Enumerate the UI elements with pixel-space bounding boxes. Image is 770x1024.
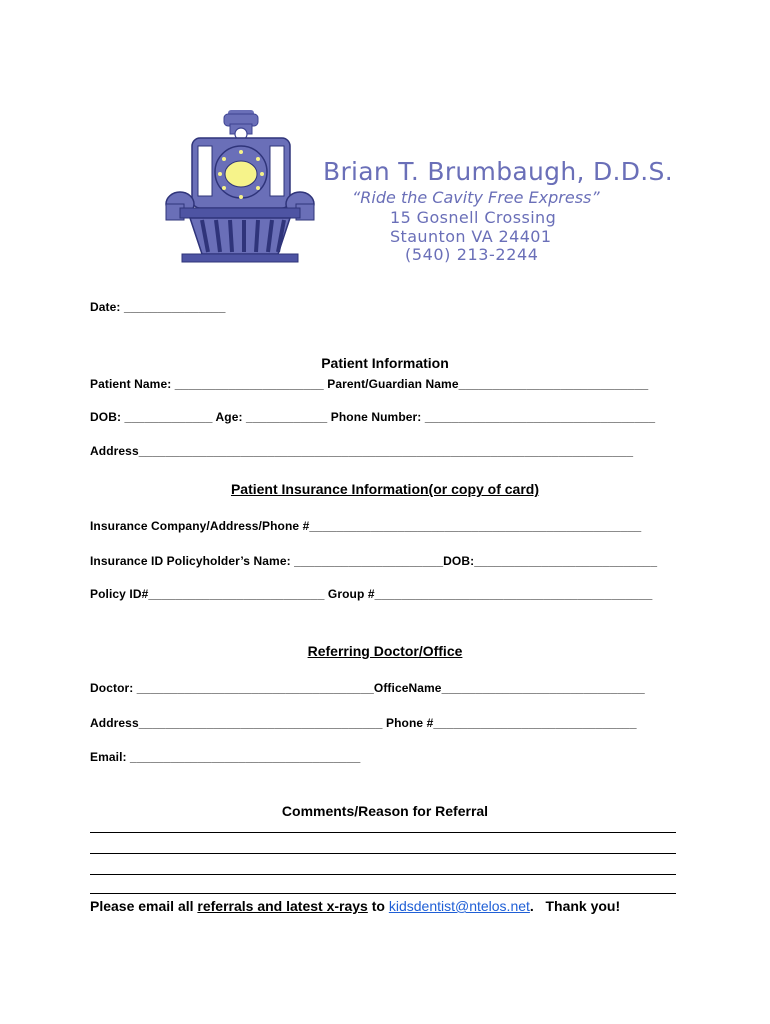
email-link[interactable]: kidsdentist@ntelos.net (388, 898, 530, 914)
comment-line[interactable] (90, 893, 676, 894)
patient-info-heading: Patient Information (321, 355, 449, 371)
footer-note (90, 898, 620, 914)
footer-middle: to (367, 898, 389, 914)
referring-heading: Referring Doctor/Office (307, 643, 463, 659)
practice-street: 15 Gosnell Crossing (390, 208, 557, 227)
insurance-heading: Patient Insurance Information(or copy of card) (230, 481, 540, 497)
insurance-id-row[interactable]: Insurance ID Policyholder’s Name: ______________________DOB:___________________________ (90, 554, 658, 568)
address-row[interactable]: Address_________________________________________________________________________ (90, 444, 634, 458)
footer-prefix: Please email all (90, 898, 198, 914)
comment-line[interactable] (90, 832, 676, 833)
doctor-office-row[interactable]: Doctor: ___________________________________OfficeName______________________________ (90, 681, 645, 695)
footer-underlined: referrals and latest x-rays (197, 898, 368, 914)
footer-suffix: . Thank you! (529, 898, 621, 914)
comments-heading: Comments/Reason for Referral (281, 803, 489, 819)
referring-address-row[interactable]: Address____________________________________ Phone #______________________________ (90, 716, 637, 730)
dob-age-phone-row[interactable]: DOB: _____________ Age: ____________ Phone Number: __________________________________ (90, 410, 656, 424)
practice-phone: (540) 213-2244 (405, 245, 539, 264)
insurance-company-row[interactable]: Insurance Company/Address/Phone #_________________________________________________ (90, 519, 642, 533)
patient-name-row[interactable]: Patient Name: ______________________ Parent/Guardian Name____________________________ (90, 377, 649, 391)
practice-city: Staunton VA 24401 (390, 227, 552, 246)
locomotive-logo (160, 104, 320, 266)
policy-group-row[interactable]: Policy ID#__________________________ Group #_________________________________________ (90, 587, 653, 601)
date-field[interactable]: Date: _______________ (90, 300, 226, 314)
comment-line[interactable] (90, 853, 676, 854)
practice-slogan: “Ride the Cavity Free Express” (352, 188, 600, 207)
comment-line[interactable] (90, 874, 676, 875)
locomotive-icon (160, 104, 320, 266)
practice-name: Brian T. Brumbaugh, D.D.S. (323, 157, 673, 186)
referring-email-row[interactable]: Email: __________________________________ (90, 750, 361, 764)
